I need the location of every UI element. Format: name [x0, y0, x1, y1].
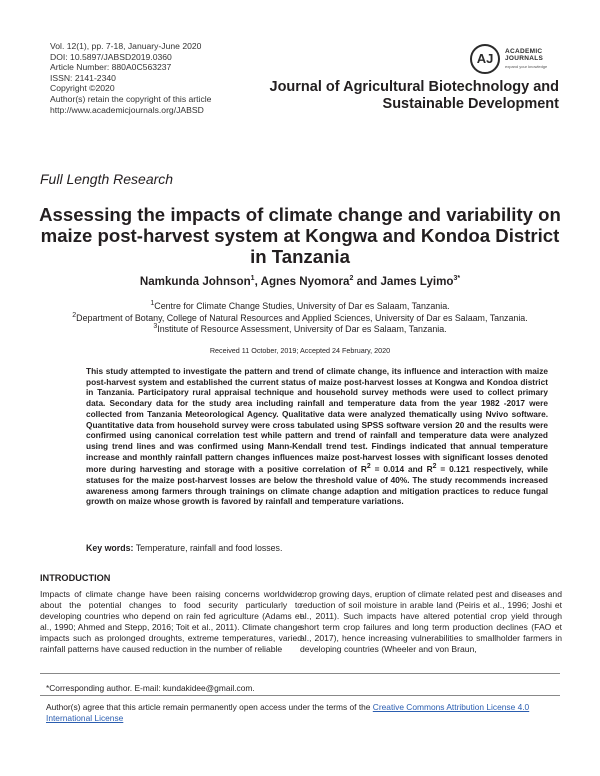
- journal-title-line2: Sustainable Development: [382, 96, 559, 112]
- license-link[interactable]: Creative Commons Attribution License 4.0 International License: [46, 702, 530, 723]
- paper-title: Assessing the impacts of climate change and variability on maize post-harvest system at Kongwa and Kondoa District in Tanzania: [39, 204, 561, 267]
- author-name: Agnes Nyomora: [260, 275, 350, 288]
- license-text: Author(s) agree that this article remain permanently open access under the terms of the: [46, 702, 373, 712]
- body-column-left: Impacts of climate change have been raising concerns worldwide about the potential changes to food security particularly to developing countries who depend on rain fed agriculture (Adams et al., 1990; Ahmed and Stepp, 2016; Toit et al., 2011). Climate change impacts such as prolonged droughts, extreme temperatures, varied rainfall patterns have caused reduction in the number of reliable: [40, 589, 302, 654]
- keywords-text: Temperature, rainfall and food losses.: [133, 543, 283, 553]
- affiliation-text: Centre for Climate Change Studies, University of Dar es Salaam, Tanzania.: [154, 301, 450, 311]
- affiliation-number: 2: [72, 311, 77, 319]
- meta-url: http://www.academicjournals.org/JABSD: [50, 104, 204, 115]
- section-heading-introduction: INTRODUCTION: [40, 573, 111, 583]
- affiliations: [0, 301, 600, 336]
- article-type: Full Length Research: [40, 171, 174, 187]
- logo-line1: ACADEMIC: [505, 48, 543, 55]
- received-accepted-dates: Received 11 October, 2019; Accepted 24 February, 2020: [209, 346, 391, 355]
- meta-issn: ISSN: 2141-2340: [50, 72, 116, 83]
- journal-title: [270, 79, 559, 113]
- article-meta: [50, 41, 211, 115]
- abstract-text-3: = 0.121 respectively, while statuses for the maize post-harvest losses are below the threshold value of 40%. The study recommends increased awareness among farmers through trainings on climate change adaption and mitigation practices to reduce fungal growth on maize whose growth is favored by rainfall and temperature variations.: [86, 464, 548, 507]
- author-list: [0, 275, 600, 288]
- meta-copyright: Copyright ©2020: [50, 83, 115, 94]
- author-separator: and: [353, 275, 381, 288]
- journal-title-line1: Journal of Agricultural Biotechnology and: [269, 79, 559, 95]
- corresponding-author: *Corresponding author. E-mail: kundakidee@gmail.com.: [46, 683, 255, 693]
- affiliation-line: [0, 313, 600, 325]
- affiliation-number: 3: [153, 323, 158, 331]
- abstract-text-2: = 0.014 and R: [370, 464, 433, 475]
- meta-article-number: Article Number: 880A0C563237: [50, 62, 172, 73]
- affiliation-line: [0, 301, 600, 313]
- keywords: [86, 543, 282, 553]
- logo-line2: JOURNALS: [505, 55, 544, 62]
- affiliation-line: [0, 324, 600, 336]
- footnote-divider: [40, 673, 560, 674]
- publisher-logo: [470, 42, 560, 76]
- affiliation-text: Institute of Resource Assessment, University of Dar es Salaam, Tanzania.: [157, 324, 447, 334]
- meta-volume: Vol. 12(1), pp. 7-18, January-June 2020: [50, 41, 202, 51]
- abstract-text-1: This study attempted to investigate the pattern and trend of climate change, its influence and interaction with maize post-harvest system and established the current status of maize post-harvest losses at Kongwa and Kondoa district in Tanzania. Participatory rural appraisal technique and household survey methods were used to collect primary data. Secondary data for the study area including rainfall and temperature data from the year 1982 -2017 were collected from Tanzania Meteorological Agency. Qualitative data were analyzed thematically using Nvivo software. Quantitative data from household survey were cross tabulated using SPSS software version 20 and the results were confirmed using canonical correlation test while pattern and trend of rainfall and temperature data were analyzed using trend lines and was confirmed using Mann-Kendall trend test. Findings indicated that annual temperature increase and monthly rainfall pattern changes influences maize post-harvest losses with significant losses denoted more during harvesting and storage with a positive correlation of R: [86, 366, 548, 475]
- r-squared-exponent: 2: [366, 463, 371, 471]
- author-affil-mark: 3*: [453, 275, 461, 283]
- abstract: [86, 366, 548, 507]
- r-squared-exponent: 2: [432, 463, 437, 471]
- author-affil-mark: 1: [250, 275, 255, 283]
- author-name: Namkunda Johnson: [139, 275, 251, 288]
- meta-rights: Author(s) retain the copyright of this article: [50, 93, 212, 104]
- author-name: James Lyimo: [380, 275, 454, 288]
- meta-doi: DOI: 10.5897/JABSD2019.0360: [50, 51, 172, 62]
- affiliation-text: Department of Botany, College of Natural Resources and Applied Sciences, University of Dar es Salaam, Tanzania.: [76, 312, 528, 323]
- license-statement: [46, 702, 566, 724]
- logo-tagline: expand your knowledge: [505, 64, 548, 69]
- author-affil-mark: 2: [349, 275, 354, 283]
- keywords-label: Key words:: [86, 543, 134, 553]
- logo-mark: AJ: [470, 44, 500, 74]
- footnote-divider: [40, 695, 560, 696]
- body-column-right: crop growing days, eruption of climate related pest and diseases and reduction of soil moisture in arable land (Peiris et al., 1996; Joshi et al., 2011). Such impacts have altered potential crop yield through short term crop failures and long term production declines (FAO et al., 2017), hence increasing vulnerabilities to smallholder farmers in developing countries (Wheeler and von Braun,: [300, 589, 562, 654]
- author-separator: ,: [254, 275, 261, 288]
- affiliation-number: 1: [150, 300, 155, 308]
- logo-name: [505, 48, 543, 62]
